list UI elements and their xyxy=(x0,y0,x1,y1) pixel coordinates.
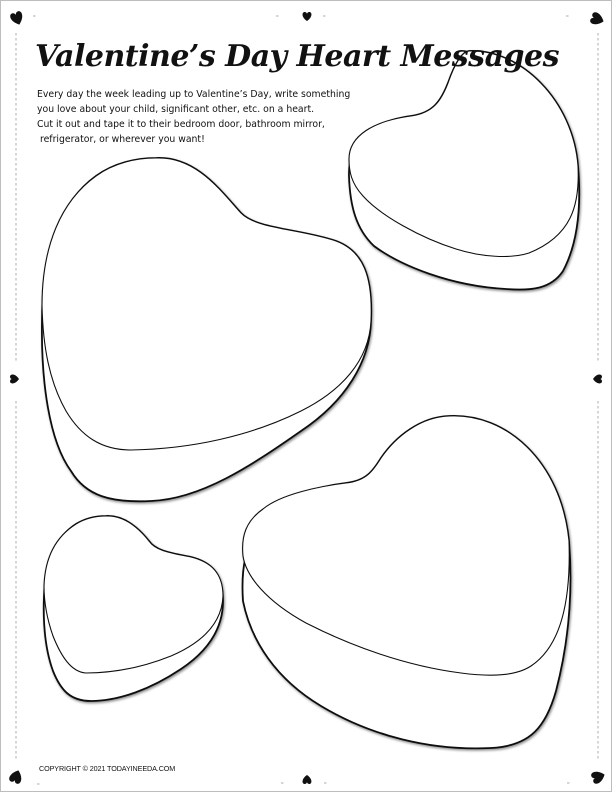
instructions-line: refrigerator, or wherever you want! xyxy=(37,134,205,145)
page-title: Valentine’s Day Heart Messages xyxy=(35,39,559,74)
heart-icon xyxy=(9,10,25,26)
instructions-line: Every day the week leading up to Valentine’s Day, write something xyxy=(37,89,351,100)
instructions xyxy=(37,87,377,147)
heart-small-bottom-left[interactable] xyxy=(44,516,223,701)
heart-icon xyxy=(590,769,606,785)
heart-icon xyxy=(10,375,19,384)
heart-icon xyxy=(303,775,312,784)
heart-icon xyxy=(303,12,312,21)
instructions-line: you love about your child, significant other, etc. on a heart. xyxy=(37,104,315,115)
instructions-line: Cut it out and tape it to their bedroom door, bathroom mirror, xyxy=(37,119,325,130)
heart-large-left[interactable] xyxy=(42,158,371,501)
heart-large-bottom-right[interactable] xyxy=(242,416,570,749)
copyright-notice: COPYRIGHT © 2021 TODAYINEEDA.COM xyxy=(39,764,176,773)
heart-icon xyxy=(8,768,24,784)
heart-icon xyxy=(593,375,602,384)
heart-icon xyxy=(589,11,605,27)
heart-top-right[interactable] xyxy=(349,51,579,290)
